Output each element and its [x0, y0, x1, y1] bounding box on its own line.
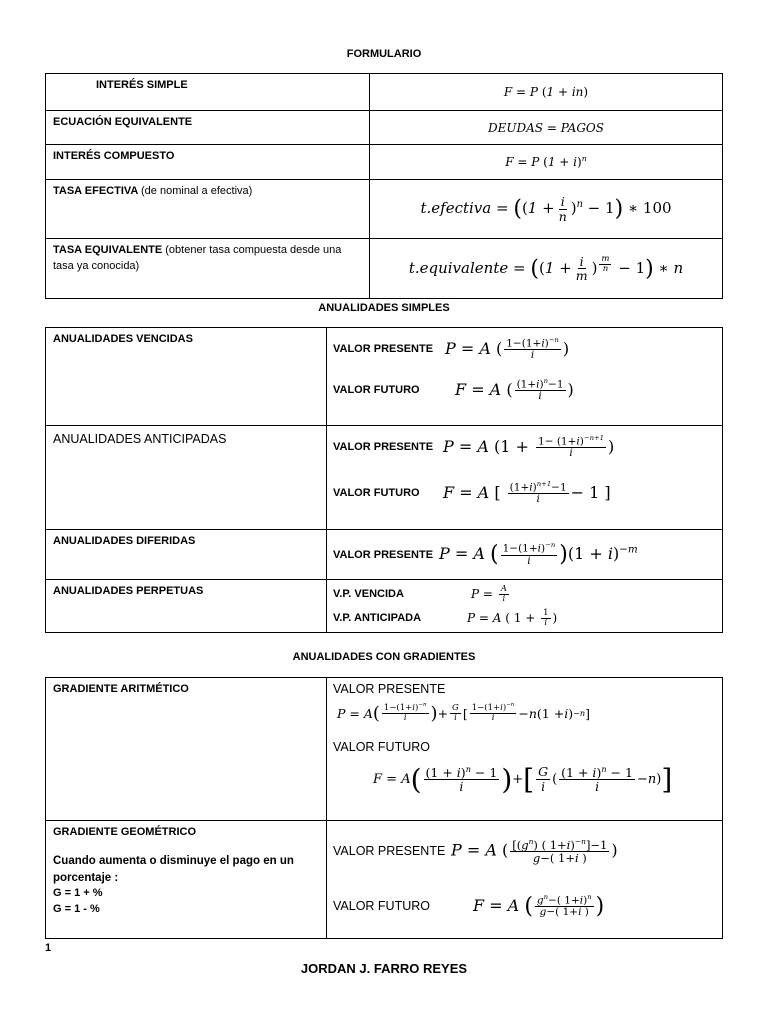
page-number: 1	[45, 942, 52, 954]
label-geometrico: GRADIENTE GEOMÉTRICO Cuando aumenta o disminuye el pago en un porcentaje : G = 1 + % G = 1 - %	[46, 821, 327, 939]
formulas-aritmetico: VALOR PRESENTE P = A ( $\frac{1-(1+i)^{-n}}{i}$ ) + $\frac{G}{i}$ [ $\frac{1-(1+i)^{-n}}{i}$ − n (1 + i ) −n ] VALOR FUTURO F = A ( $\frac{(1 + i)^n - 1}{i}$ ) + [ $\frac{G}{i}$ ( $\frac{(1 + i)^n - 1}{i}$ − n ) ]	[327, 678, 723, 821]
vp-anticipada-label: V.P. ANTICIPADA	[333, 612, 422, 624]
row-vencidas	[46, 328, 723, 426]
vp-vencida-label: V.P. VENCIDA	[333, 588, 404, 600]
row-tasa-equivalente	[46, 239, 723, 299]
formulas-geometrico: VALOR PRESENTE P = A ( $\frac{[(g^n) ( 1+i)^{-n}]-1}{g-( 1+i )}$ ) VALOR FUTURO F = A ( $\frac{g^n-( 1+i)^n}{g-( 1+i )}$ )	[327, 821, 723, 939]
label-vencidas: ANUALIDADES VENCIDAS	[46, 328, 327, 426]
formula-interes-compuesto: F = P $(1 + i)^n$	[370, 145, 723, 180]
row-interes-simple	[46, 74, 723, 111]
label-diferidas: ANUALIDADES DIFERIDAS	[46, 530, 327, 580]
formula-tasa-efectiva: t.efectiva = ((1 + $\frac{i}{n}$ )$^n$ − 1) ∗ 100	[370, 180, 723, 239]
formula-interes-simple: F = P (1 + in)	[370, 74, 723, 111]
row-ecuacion-equivalente	[46, 111, 723, 145]
vf-label: VALOR FUTURO	[333, 384, 420, 396]
formulas-perpetuas: V.P. VENCIDA P = $\frac{A}{i}$ V.P. ANTICIPADA P = A ( 1 + $\frac{1}{i}$ )	[327, 580, 723, 633]
row-aritmetico	[46, 678, 723, 821]
row-diferidas	[46, 530, 723, 580]
vp-label: VALOR PRESENTE	[333, 844, 446, 858]
label-anticipadas: ANUALIDADES ANTICIPADAS	[46, 426, 327, 530]
row-tasa-efectiva	[46, 180, 723, 239]
geometric-note: Cuando aumenta o disminuye el pago en un porcentaje :	[53, 854, 294, 884]
vf-label: VALOR FUTURO	[333, 487, 420, 499]
gradients-table	[45, 677, 723, 939]
row-anticipadas	[46, 426, 723, 530]
formulas-diferidas: VALOR PRESENTE P = A ( $\frac{1-(1+i)^{-n}}{i}$ )$(1 + i)^{-m}$	[327, 530, 723, 580]
formulas-vencidas: VALOR PRESENTE P = A ( $\frac{1-(1+i)^{-n}}{i}$ ) VALOR FUTURO F = A ( $\frac{(1+i)^n-1}{i}$ )	[327, 328, 723, 426]
section-title-gradientes: ANUALIDADES CON GRADIENTES	[292, 651, 476, 663]
section-title-anualidades: ANUALIDADES SIMPLES	[318, 302, 450, 314]
author-name: JORDAN J. FARRO REYES	[300, 961, 468, 976]
row-geometrico	[46, 821, 723, 939]
label-interes-simple: INTERÉS SIMPLE	[46, 74, 370, 111]
formula-ecuacion-equivalente: DEUDAS = PAGOS	[370, 111, 723, 145]
g-plus: G = 1 + %	[53, 887, 103, 900]
vf-label: VALOR FUTURO	[333, 899, 430, 913]
label-ecuacion-equivalente: ECUACIÓN EQUIVALENTE	[46, 111, 370, 145]
row-interes-compuesto	[46, 145, 723, 180]
label-interes-compuesto: INTERÉS COMPUESTO	[46, 145, 370, 180]
label-perpetuas: ANUALIDADES PERPETUAS	[46, 580, 327, 633]
vp-label: VALOR PRESENTE	[333, 441, 434, 453]
page-title: FORMULARIO	[346, 48, 422, 60]
vf-label: VALOR FUTURO	[333, 740, 430, 754]
formula-tasa-equivalente: t.equivalente = ((1 + $\frac{i}{m}$ ) $^{\frac{m}{n}}$ − 1) ∗ n	[370, 239, 723, 299]
label-tasa-equivalente: TASA EQUIVALENTE (obtener tasa compuesta desde una tasa ya conocida)	[46, 239, 370, 299]
annuities-table	[45, 327, 723, 633]
formulas-anticipadas: VALOR PRESENTE P = A (1 + $\frac{1- (1+i)^{-n+1}}{i}$ ) VALOR FUTURO F = A [ $\frac{(1+i)^{n+1}-1}{i}$ − 1 ]	[327, 426, 723, 530]
label-tasa-efectiva: TASA EFECTIVA (de nominal a efectiva)	[46, 180, 370, 239]
vp-label: VALOR PRESENTE	[333, 548, 434, 561]
basic-formulas-table	[45, 73, 723, 299]
vp-label: VALOR PRESENTE	[333, 682, 446, 696]
vp-label: VALOR PRESENTE	[333, 343, 434, 355]
g-minus: G = 1 - %	[53, 903, 100, 916]
label-aritmetico: GRADIENTE ARITMÉTICO	[46, 678, 327, 821]
row-perpetuas	[46, 580, 723, 633]
